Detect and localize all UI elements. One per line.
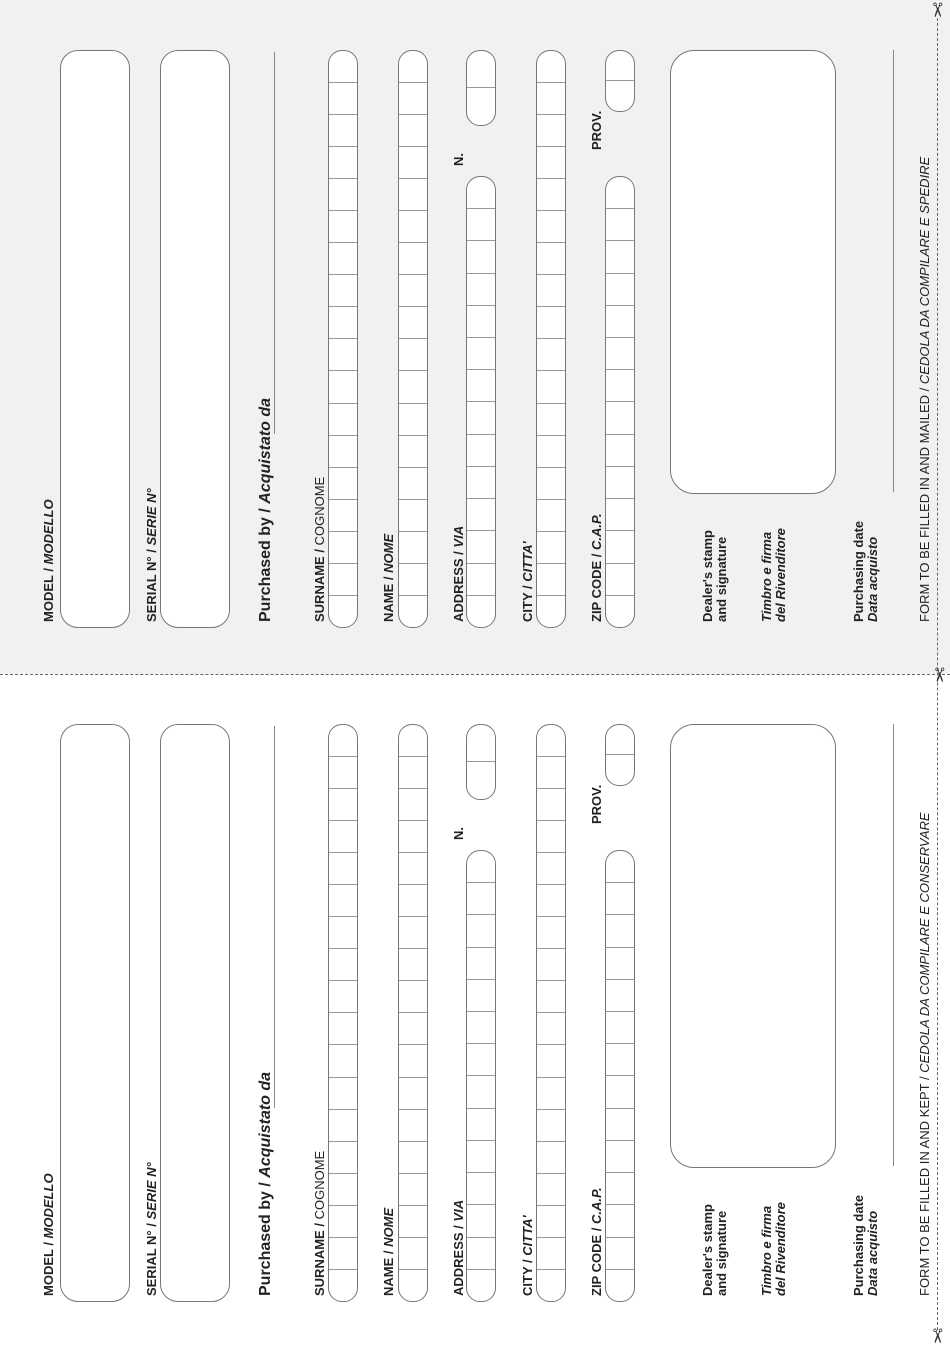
- scissors-icon: ✂: [925, 1327, 948, 1345]
- city-label: CITY / CITTA': [520, 541, 535, 622]
- city-label: CITY / CITTA': [520, 1215, 535, 1296]
- purchased-by-underline: [274, 52, 275, 434]
- address-label: ADDRESS / VIA: [451, 525, 466, 622]
- footer-text: FORM TO BE FILLED IN AND KEPT / CEDOLA DA COMPILARE E CONSERVARE: [917, 812, 932, 1296]
- horizontal-cut-line: [0, 674, 950, 675]
- scissors-icon: ✂: [927, 666, 950, 684]
- address-field[interactable]: [466, 176, 496, 628]
- city-field[interactable]: [536, 724, 566, 1302]
- dealer-stamp-label-it: Timbro e firma del Rivenditore: [759, 1202, 788, 1296]
- purchasing-date-label: Purchasing date Data acquisto: [851, 1194, 880, 1296]
- number-label: N.: [451, 827, 466, 840]
- purchased-by-title: Purchased by / Acquistato da: [257, 1071, 274, 1296]
- model-field[interactable]: [60, 50, 130, 628]
- prov-field[interactable]: [605, 50, 635, 112]
- scissors-icon: ✂: [925, 1, 948, 19]
- address-field[interactable]: [466, 850, 496, 1302]
- prov-label: PROV.: [589, 784, 604, 824]
- zip-field[interactable]: [605, 850, 635, 1302]
- dealer-stamp-box[interactable]: [670, 724, 836, 1168]
- name-field[interactable]: [398, 50, 428, 628]
- purchasing-date-label: Purchasing date Data acquisto: [851, 520, 880, 622]
- zip-label: ZIP CODE / C.A.P.: [589, 513, 604, 622]
- dealer-stamp-label-it: Timbro e firma del Rivenditore: [759, 528, 788, 622]
- kept-form-half: [0, 674, 950, 1348]
- prov-label: PROV.: [589, 110, 604, 150]
- purchased-by-underline: [274, 726, 275, 1108]
- address-number-field[interactable]: [466, 724, 496, 800]
- kept-form: [0, 674, 950, 1348]
- city-field[interactable]: [536, 50, 566, 628]
- dealer-stamp-label: Dealer's stamp and signature: [700, 530, 729, 622]
- purchasing-date-line[interactable]: [893, 50, 894, 492]
- model-field[interactable]: [60, 724, 130, 1302]
- surname-label: SURNAME / COGNOME: [312, 476, 327, 622]
- address-label: ADDRESS / VIA: [451, 1199, 466, 1296]
- surname-field[interactable]: [328, 724, 358, 1302]
- zip-field[interactable]: [605, 176, 635, 628]
- surname-field[interactable]: [328, 50, 358, 628]
- purchasing-date-line[interactable]: [893, 724, 894, 1166]
- address-number-field[interactable]: [466, 50, 496, 126]
- model-label: MODEL / MODELLO: [41, 499, 56, 622]
- serial-label: SERIAL N° / SERIE N°: [144, 1162, 159, 1296]
- name-label: NAME / NOME: [381, 533, 396, 622]
- surname-label: SURNAME / COGNOME: [312, 1150, 327, 1296]
- footer-text: FORM TO BE FILLED IN AND MAILED / CEDOLA DA COMPILARE E SPEDIRE: [917, 156, 932, 622]
- dealer-stamp-box[interactable]: [670, 50, 836, 494]
- serial-label: SERIAL N° / SERIE N°: [144, 488, 159, 622]
- purchased-by-title: Purchased by / Acquistato da: [257, 397, 274, 622]
- zip-label: ZIP CODE / C.A.P.: [589, 1187, 604, 1296]
- name-label: NAME / NOME: [381, 1207, 396, 1296]
- prov-field[interactable]: [605, 724, 635, 786]
- name-field[interactable]: [398, 724, 428, 1302]
- dealer-stamp-label: Dealer's stamp and signature: [700, 1204, 729, 1296]
- model-label: MODEL / MODELLO: [41, 1173, 56, 1296]
- serial-field[interactable]: [160, 724, 230, 1302]
- serial-field[interactable]: [160, 50, 230, 628]
- number-label: N.: [451, 153, 466, 166]
